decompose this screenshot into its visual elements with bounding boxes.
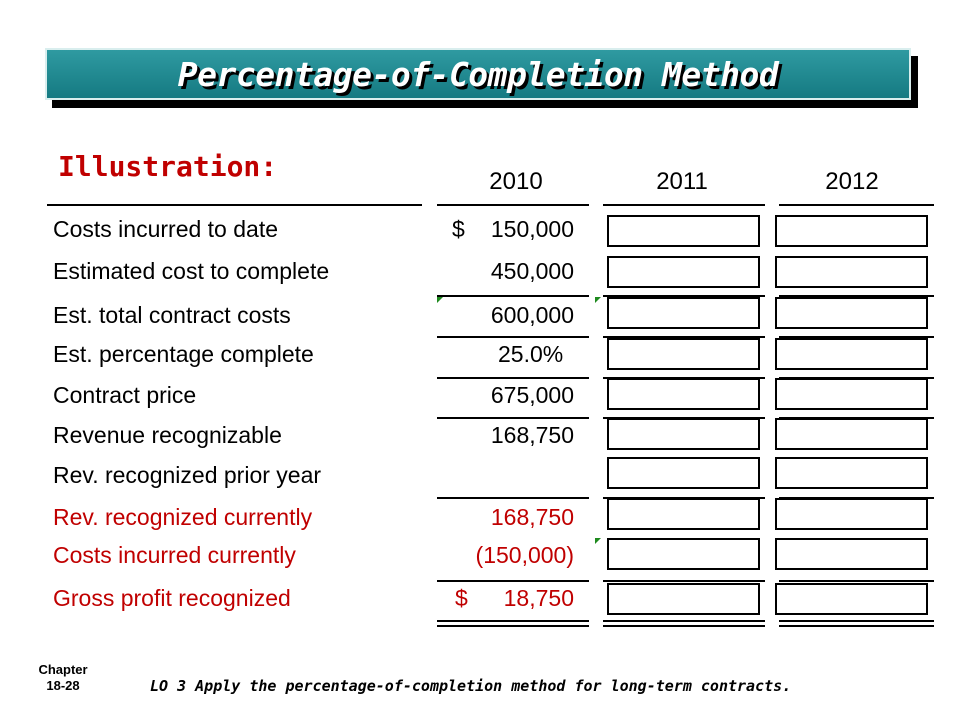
chapter-line-1: Chapter	[38, 662, 88, 677]
row-label-costs-to-date: Costs incurred to date	[53, 216, 279, 242]
box-2011-cost-to-complete	[607, 256, 760, 288]
row-label-pct-complete: Est. percentage complete	[53, 341, 314, 367]
year-header-2011: 2011	[656, 168, 708, 195]
rule-2011-gp	[603, 580, 765, 582]
row-label-rev-prior-year: Rev. recognized prior year	[53, 462, 322, 488]
box-2011-total-costs	[607, 297, 760, 329]
row-label-gross-profit: Gross profit recognized	[53, 585, 291, 611]
box-2011-contract-price	[607, 378, 760, 410]
box-2011-rev-current	[607, 498, 760, 530]
slide-title: Percentage-of-Completion Method	[177, 54, 779, 94]
box-2012-revenue-recognizable	[775, 418, 928, 450]
box-2011-gross-profit	[607, 583, 760, 615]
double-rule-2012-a	[779, 620, 934, 622]
double-rule-2011-a	[603, 620, 765, 622]
row-label-total-costs: Est. total contract costs	[53, 302, 291, 328]
box-2012-rev-prior-year	[775, 457, 928, 489]
rule-2010-gp	[437, 580, 589, 582]
year-header-2012: 2012	[825, 168, 879, 195]
cell-marker-icon	[437, 297, 443, 303]
box-2012-cost-to-complete	[775, 256, 928, 288]
box-2011-rev-prior-year	[607, 457, 760, 489]
chapter-label	[22, 662, 104, 694]
box-2011-costs-current	[607, 538, 760, 570]
double-rule-2011-b	[603, 625, 765, 627]
row-label-revenue-recognizable: Revenue recognizable	[53, 422, 282, 448]
rule-2010-subtotal	[437, 295, 589, 297]
header-rule-2011	[603, 204, 765, 206]
value-2010-cost-to-complete: 450,000	[490, 258, 574, 284]
value-2010-total-costs: 600,000	[490, 302, 574, 328]
value-2010-costs-current: (150,000)	[475, 542, 574, 568]
cell-marker-icon	[595, 538, 601, 544]
row-label-cost-to-complete: Estimated cost to complete	[53, 258, 330, 284]
learning-objective: LO 3 Apply the percentage-of-completion method for long-term contracts.	[150, 677, 792, 695]
value-2010-rev-current: 168,750	[490, 504, 574, 530]
box-2012-costs-to-date	[775, 215, 928, 247]
row-label-rev-current: Rev. recognized currently	[53, 504, 313, 530]
value-2010-contract-price: 675,000	[490, 382, 574, 408]
box-2012-costs-current	[775, 538, 928, 570]
rule-2012-gp	[779, 580, 934, 582]
value-2010-gross-profit: 18,750	[503, 585, 574, 611]
header-rule-label	[47, 204, 422, 206]
box-2012-total-costs	[775, 297, 928, 329]
rule-2010-pct	[437, 336, 589, 338]
box-2012-contract-price	[775, 378, 928, 410]
cell-marker-icon	[595, 297, 601, 303]
rule-2010-revenue	[437, 417, 589, 419]
box-2011-costs-to-date	[607, 215, 760, 247]
row-label-costs-current: Costs incurred currently	[53, 542, 296, 568]
box-2012-gross-profit	[775, 583, 928, 615]
row-label-contract-price: Contract price	[53, 382, 197, 408]
value-2010-pct-complete: 25.0%	[498, 341, 564, 367]
box-2011-pct-complete	[607, 338, 760, 370]
currency-sign-gross-profit: $	[455, 585, 468, 611]
double-rule-2012-b	[779, 625, 934, 627]
value-2010-costs-to-date: 150,000	[490, 216, 574, 242]
chapter-line-2: 18-28	[46, 678, 80, 693]
box-2012-rev-current	[775, 498, 928, 530]
illustration-label: Illustration:	[58, 150, 278, 183]
box-2012-pct-complete	[775, 338, 928, 370]
year-header-2010: 2010	[489, 168, 543, 195]
rule-2010-current	[437, 497, 589, 499]
header-rule-2010	[437, 204, 589, 206]
box-2011-revenue-recognizable	[607, 418, 760, 450]
value-2010-revenue-recognizable: 168,750	[490, 422, 574, 448]
currency-sign-costs-to-date: $	[452, 216, 465, 242]
double-rule-2010-a	[437, 620, 589, 622]
rule-2010-contract	[437, 377, 589, 379]
double-rule-2010-b	[437, 625, 589, 627]
header-rule-2012	[779, 204, 934, 206]
